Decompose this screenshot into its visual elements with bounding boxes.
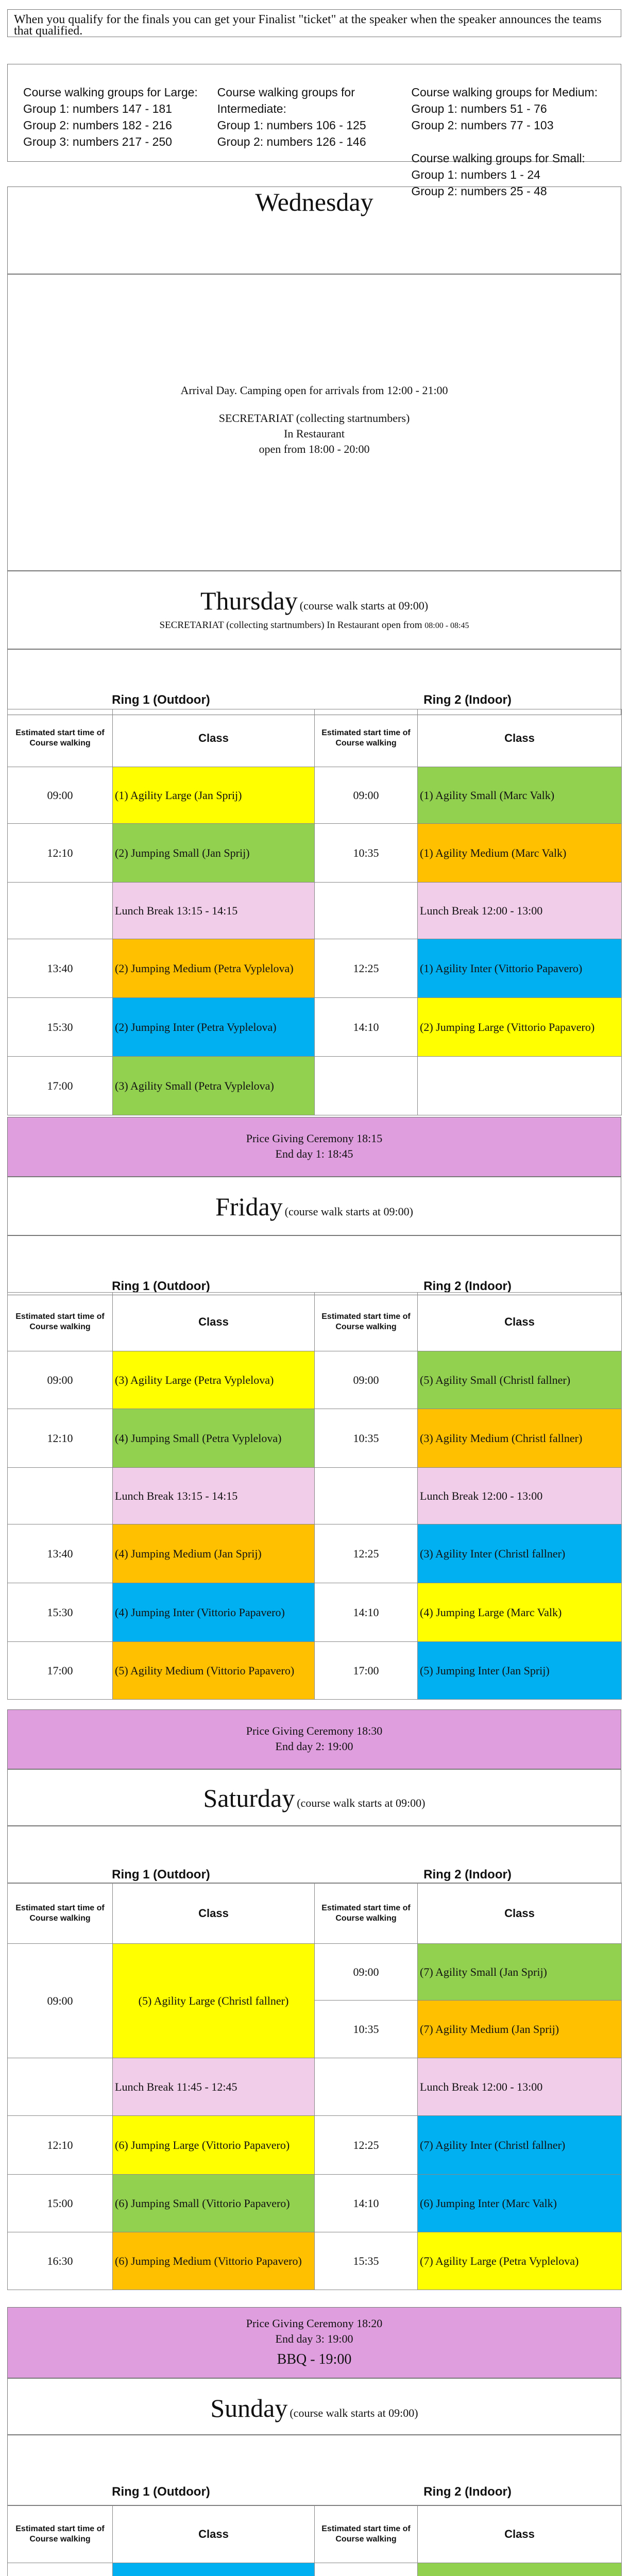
thursday-ceremony: Price Giving Ceremony 18:15 End day 1: 18:45 — [7, 1117, 621, 1177]
table-header-row — [8, 2505, 622, 2563]
friday-schedule — [7, 1292, 622, 1700]
class-cell: Lunch Break 12:00 - 13:00 — [418, 2058, 622, 2116]
start-time: 17:00 — [8, 1642, 113, 1700]
day-title: Friday — [215, 1192, 283, 1221]
start-time: 10:35 — [315, 2001, 418, 2058]
day-title: Wednesday — [255, 188, 373, 216]
ring1-label: Ring 1 (Outdoor) — [112, 1279, 210, 1293]
class-cell: (4) Jumping Small (Petra Vyplelova) — [113, 1409, 315, 1468]
class-header: Class — [113, 1883, 315, 1944]
start-time: 10:35 — [315, 1409, 418, 1468]
table-row — [8, 1057, 622, 1115]
class-cell: Lunch Break 12:00 - 13:00 — [418, 883, 622, 939]
ring1-label: Ring 1 (Outdoor) — [112, 693, 210, 707]
start-time: 09:00 — [315, 767, 418, 824]
class-cell: (1) Agility Small (Marc Valk) — [418, 767, 622, 824]
start-time: 10:35 — [315, 824, 418, 883]
saturday-ceremony: Price Giving Ceremony 18:20 End day 3: 19:00 BBQ - 19:00 — [7, 2307, 621, 2378]
class-cell: Lunch Break 13:15 - 14:15 — [113, 1468, 315, 1524]
class-cell: (1) Agility Inter (Vittorio Papavero) — [418, 939, 622, 998]
class-cell: Lunch Break 13:15 - 14:15 — [113, 883, 315, 939]
start-time: 14:10 — [315, 1583, 418, 1642]
class-cell: (1) Agility Large (Jan Sprij) — [113, 767, 315, 824]
class-cell: (2) Jumping Small (Jan Sprij) — [113, 824, 315, 883]
class-header: Class — [418, 2505, 622, 2563]
start-time: 09:00 — [8, 767, 113, 824]
start-time — [8, 1468, 113, 1524]
thursday-rings — [7, 649, 621, 715]
time-header: Estimated start time of Course walking — [315, 1883, 418, 1944]
secretariat-line: SECRETARIAT (collecting startnumbers) In Restaurant open from 08:00 - 08:45 — [159, 620, 469, 631]
start-time: 09:00 — [8, 1351, 113, 1409]
class-cell: (7) Agility Inter (Christl fallner) — [418, 2116, 622, 2175]
table-row — [8, 1409, 622, 1468]
class-cell: (5) Agility Large (Christl fallner) — [113, 1944, 315, 2058]
day-title: Thursday — [200, 586, 298, 615]
saturday-header — [7, 1769, 621, 1826]
class-cell: (6) Jumping Large (Vittorio Papavero) — [113, 2116, 315, 2175]
start-time: 14:10 — [315, 998, 418, 1057]
class-cell: (7) Agility Small (Jan Sprij) — [418, 1944, 622, 2001]
friday-header — [7, 1177, 621, 1235]
time-header: Estimated start time of Course walking — [315, 1293, 418, 1351]
start-time: 09:00 — [315, 1944, 418, 2001]
day-title: Saturday — [203, 1784, 295, 1812]
time-header: Estimated start time of Course walking — [8, 709, 113, 767]
start-time: 17:00 — [8, 1057, 113, 1115]
class-cell: (6) Jumping Inter (Marc Valk) — [418, 2175, 622, 2232]
class-cell: (1) Agility Medium (Marc Valk) — [418, 824, 622, 883]
class-cell: (2) Jumping Inter (Petra Vyplelova) — [113, 998, 315, 1057]
start-time — [8, 2563, 113, 2576]
class-cell: (4) Jumping Medium (Jan Sprij) — [113, 1524, 315, 1583]
start-time: 12:25 — [315, 1524, 418, 1583]
start-time: 13:40 — [8, 939, 113, 998]
day-note: (course walk starts at 09:00) — [297, 1797, 426, 1809]
sunday-rings — [7, 2435, 621, 2506]
start-time: 15:30 — [8, 1583, 113, 1642]
start-time: 16:30 — [8, 2232, 113, 2290]
wednesday-header — [7, 187, 621, 274]
table-row — [8, 1524, 622, 1583]
day-note: (course walk starts at 09:00) — [290, 2406, 418, 2419]
class-header: Class — [113, 1293, 315, 1351]
table-header-row — [8, 1883, 622, 1944]
start-time — [315, 2058, 418, 2116]
ring2-label: Ring 2 (Indoor) — [423, 2485, 512, 2499]
start-time: 09:00 — [8, 1944, 113, 2058]
table-row — [8, 1944, 622, 2001]
table-row — [8, 1583, 622, 1642]
course-walking-groups — [7, 64, 621, 198]
sunday-schedule — [7, 2505, 622, 2576]
table-row — [8, 767, 622, 824]
class-header: Class — [418, 1883, 622, 1944]
thursday-schedule — [7, 709, 622, 1115]
table-row — [8, 2116, 622, 2175]
table-row — [8, 998, 622, 1057]
start-time: 14:10 — [315, 2175, 418, 2232]
class-cell: (3) Agility Medium (Christl fallner) — [418, 1409, 622, 1468]
table-header-row — [8, 1293, 622, 1351]
start-time: 13:40 — [8, 1524, 113, 1583]
day-title: Sunday — [210, 2394, 288, 2422]
class-cell — [418, 1057, 622, 1115]
friday-ceremony: Price Giving Ceremony 18:30 End day 2: 19:00 — [7, 1709, 621, 1769]
table-row — [8, 824, 622, 883]
friday-rings — [7, 1235, 621, 1295]
ring2-label: Ring 2 (Indoor) — [423, 693, 512, 707]
ring2-label: Ring 2 (Indoor) — [423, 1868, 512, 1882]
groups-medium-small: Course walking groups for Medium: Group 1: numbers 51 - 76 Group 2: numbers 77 - 103 Course walking groups for Small: Group 1: numbers 1 - 24 Group 2: numbers 25 - 48 — [411, 86, 598, 198]
class-cell: (5) Jumping Inter (Jan Sprij) — [418, 1642, 622, 1700]
start-time — [315, 2563, 418, 2576]
start-time: 17:00 — [315, 1642, 418, 1700]
intro-text: When you qualify for the finals you can get your Finalist "ticket" at the speaker when the speaker announces the teams that qualified. — [7, 9, 621, 37]
table-row — [8, 1468, 622, 1524]
start-time: 15:35 — [315, 2232, 418, 2290]
start-time — [315, 883, 418, 939]
class-cell: (7) Agility Medium (Jan Sprij) — [418, 2001, 622, 2058]
sunday-header — [7, 2378, 621, 2435]
table-header-row — [8, 709, 622, 767]
class-cell: (3) Agility Inter (Christl fallner) — [418, 1524, 622, 1583]
class-cell: (4) Jumping Large (Marc Valk) — [418, 1583, 622, 1642]
class-header: Class — [113, 2505, 315, 2563]
class-cell: Lunch Break 12:00 - 13:00 — [418, 1468, 622, 1524]
thursday-header — [7, 571, 621, 649]
ring2-label: Ring 2 (Indoor) — [423, 1279, 512, 1293]
wednesday-info: Arrival Day. Camping open for arrivals from 12:00 - 21:00 SECRETARIAT (collecting startnumbers) In Restaurant open from 18:00 - 20:00 — [7, 274, 621, 571]
table-row — [8, 2563, 622, 2576]
start-time — [8, 883, 113, 939]
table-row — [8, 2058, 622, 2116]
class-cell: (5) Agility Small (Christl fallner) — [418, 1351, 622, 1409]
start-time: 09:00 — [315, 1351, 418, 1409]
class-cell: (6) Jumping Small (Vittorio Papavero) — [113, 2175, 315, 2232]
start-time — [315, 1468, 418, 1524]
class-cell: (2) Jumping Medium (Petra Vyplelova) — [113, 939, 315, 998]
class-cell: (7) Agility Large (Petra Vyplelova) — [418, 2232, 622, 2290]
class-cell — [113, 2563, 315, 2576]
class-cell: (6) Jumping Medium (Vittorio Papavero) — [113, 2232, 315, 2290]
table-row — [8, 883, 622, 939]
start-time: 15:30 — [8, 998, 113, 1057]
table-row — [8, 1351, 622, 1409]
class-cell: Lunch Break 11:45 - 12:45 — [113, 2058, 315, 2116]
class-cell: (2) Jumping Large (Vittorio Papavero) — [418, 998, 622, 1057]
time-header: Estimated start time of Course walking — [8, 1883, 113, 1944]
start-time: 12:25 — [315, 2116, 418, 2175]
table-row — [8, 2232, 622, 2290]
start-time: 12:25 — [315, 939, 418, 998]
class-cell: (3) Agility Large (Petra Vyplelova) — [113, 1351, 315, 1409]
saturday-rings — [7, 1826, 621, 1884]
groups-intermediate: Course walking groups for Intermediate: Group 1: numbers 106 - 125 Group 2: numbers 126 - 146 — [217, 86, 366, 148]
class-cell: (4) Jumping Inter (Vittorio Papavero) — [113, 1583, 315, 1642]
class-header: Class — [113, 709, 315, 767]
ring1-label: Ring 1 (Outdoor) — [112, 1868, 210, 1882]
time-header: Estimated start time of Course walking — [8, 1293, 113, 1351]
class-cell: (5) Agility Medium (Vittorio Papavero) — [113, 1642, 315, 1700]
start-time — [315, 1057, 418, 1115]
start-time: 12:10 — [8, 824, 113, 883]
ring1-label: Ring 1 (Outdoor) — [112, 2485, 210, 2499]
class-cell — [418, 2563, 622, 2576]
start-time: 15:00 — [8, 2175, 113, 2232]
class-cell: (3) Agility Small (Petra Vyplelova) — [113, 1057, 315, 1115]
table-row — [8, 939, 622, 998]
time-header: Estimated start time of Course walking — [8, 2505, 113, 2563]
time-header: Estimated start time of Course walking — [315, 2505, 418, 2563]
start-time: 12:10 — [8, 1409, 113, 1468]
groups-large: Course walking groups for Large: Group 1: numbers 147 - 181 Group 2: numbers 182 - 216 Group 3: numbers 217 - 250 — [23, 86, 198, 148]
start-time — [8, 2058, 113, 2116]
class-header: Class — [418, 709, 622, 767]
day-note: (course walk starts at 09:00) — [299, 599, 429, 612]
day-note: (course walk starts at 09:00) — [284, 1205, 413, 1218]
table-row — [8, 2175, 622, 2232]
table-row — [8, 1642, 622, 1700]
start-time: 12:10 — [8, 2116, 113, 2175]
time-header: Estimated start time of Course walking — [315, 709, 418, 767]
saturday-schedule — [7, 1883, 622, 2290]
class-header: Class — [418, 1293, 622, 1351]
